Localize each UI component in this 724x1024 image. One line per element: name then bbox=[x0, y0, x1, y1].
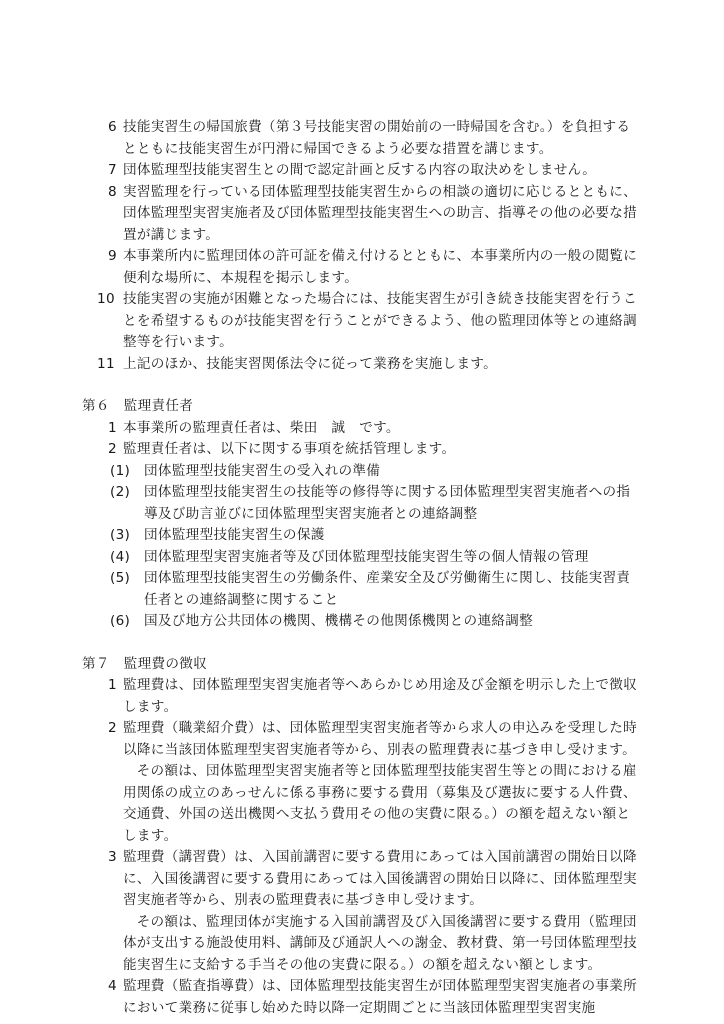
list-item bbox=[82, 246, 642, 289]
item-text: 技能実習生の帰国旅費（第３号技能実習の開始前の一時帰国を含む。）を負担するとともに技能実習生が円滑に帰国できるよう必要な措置を講じます。 bbox=[123, 119, 631, 157]
sub-item-number: (6) bbox=[110, 613, 131, 629]
sub-item bbox=[82, 482, 642, 525]
item-text: 監理費（講習費）は、入国前講習に要する費用にあっては入国前講習の開始日以降に、入国後講習に要する費用にあっては入国後講習の開始日以降に、団体監理型実習実施者等から、別表の監理費表に基づき申し受けます。 bbox=[123, 849, 637, 908]
sub-item bbox=[82, 611, 642, 633]
sub-item-text: 団体監理型技能実習生の受入れの準備 bbox=[144, 462, 381, 479]
item-number: 9 bbox=[108, 248, 117, 264]
list-item bbox=[82, 160, 642, 182]
sub-item-number: (1) bbox=[110, 462, 131, 479]
document-body bbox=[82, 117, 642, 1019]
item-number: 11 bbox=[97, 355, 115, 372]
sub-item-text: 団体監理型技能実習生の労働条件、産業安全及び労働衛生に関し、技能実習責任者との連絡調整に関すること bbox=[144, 570, 631, 608]
item-text: 実習監理を行っている団体監理型技能実習生からの相談の適切に応じるとともに、団体監理型実習実施者及び団体監理型技能実習生への助言、指導その他の必要な措置が講じます。 bbox=[123, 183, 638, 243]
sub-item bbox=[82, 568, 642, 611]
list-item bbox=[82, 439, 642, 461]
sub-item-number: (3) bbox=[110, 527, 131, 543]
sub-item-text: 団体監理型技能実習生の保護 bbox=[144, 527, 325, 543]
item-number: 1 bbox=[108, 677, 117, 693]
item-number: 4 bbox=[108, 978, 117, 994]
item-text: 監理費（監査指導費）は、団体監理型技能実習生が団体監理型実習実施者の事業所において業務に従事し始めた時以降一定期間ごとに当該団体監理型実習実施 bbox=[123, 978, 638, 1016]
list-top bbox=[82, 117, 642, 375]
section-heading: 第６ 監理責任者 bbox=[82, 398, 194, 414]
item-text: 団体監理型技能実習生との間で認定計画と反する内容の取決めをしません。 bbox=[123, 162, 597, 178]
list-item bbox=[82, 418, 642, 440]
item-text: 監理費（職業紹介費）は、団体監理型実習実施者等から求人の申込みを受理した時以降に当該団体監理型実習実施者等から、別表の監理費表に基づき申し受けます。 bbox=[123, 720, 638, 758]
sub-item-text: 国及び地方公共団体の機関、機構その他関係機関との連絡調整 bbox=[144, 613, 534, 629]
list-item bbox=[82, 718, 642, 847]
item-number: 3 bbox=[108, 849, 117, 865]
item-number: 8 bbox=[108, 183, 117, 200]
sub-item bbox=[82, 525, 642, 547]
sub-item-number: (4) bbox=[110, 548, 131, 565]
item-text: 監理責任者は、以下に関する事項を統括管理します。 bbox=[123, 441, 456, 457]
list-item bbox=[82, 847, 642, 976]
item-number: 10 bbox=[97, 291, 115, 307]
sub-item-text: 団体監理型実習実施者等及び団体監理型技能実習生等の個人情報の管理 bbox=[144, 548, 589, 565]
list-item bbox=[82, 117, 642, 160]
item-number: 7 bbox=[108, 162, 117, 178]
section-heading: 第７ 監理費の徴収 bbox=[82, 655, 208, 672]
list-item bbox=[82, 976, 642, 1019]
item-text: 本事業所の監理責任者は、柴田 誠 です。 bbox=[123, 419, 400, 436]
list-item bbox=[82, 354, 642, 376]
list-item bbox=[82, 289, 642, 354]
sub-item-number: (2) bbox=[110, 484, 131, 500]
item-number: 6 bbox=[108, 119, 117, 135]
list-item bbox=[82, 182, 642, 247]
sub-item-text: 団体監理型技能実習生の技能等の修得等に関する団体監理型実習実施者への指導及び助言並びに団体監理型実習実施者との連絡調整 bbox=[144, 484, 631, 522]
item-text: 本事業所内に監理団体の許可証を備え付けるとともに、本事業所内の一般の閲覧に便利な場所に、本規程を掲示します。 bbox=[123, 248, 638, 286]
item-paragraph: その額は、団体監理型実習実施者等と団体監理型技能実習生等との間における雇用関係の成立のあっせんに係る事務に要する費用（募集及び選抜に要する人件費、交通費、外国の送出機関へ支払う費用その他の実費に限る。）の額を超えない額とします。 bbox=[123, 763, 637, 844]
section-6 bbox=[82, 418, 642, 633]
sub-item-number: (5) bbox=[110, 570, 131, 586]
section-7 bbox=[82, 675, 642, 1019]
item-text: 技能実習の実施が困難となった場合には、技能実習生が引き続き技能実習を行うことを希望するものが技能実習を行うことができるよう、他の監理団体等との連絡調整等を行います。 bbox=[123, 291, 638, 350]
item-number: 2 bbox=[108, 720, 117, 736]
item-text: 上記のほか、技能実習関係法令に従って業務を実施します。 bbox=[123, 355, 498, 372]
sub-item bbox=[82, 547, 642, 569]
list-item bbox=[82, 675, 642, 718]
sub-item bbox=[82, 461, 642, 483]
item-number: 2 bbox=[108, 441, 117, 457]
item-number: 1 bbox=[108, 419, 117, 436]
item-text: 監理費は、団体監理型実習実施者等へあらかじめ用途及び金額を明示した上で徴収します。 bbox=[123, 677, 638, 715]
item-paragraph: その額は、監理団体が実施する入国前講習及び入国後講習に要する費用（監理団体が支出する施設使用料、講師及び通訳人への謝金、教材費、第一号団体監理型技能実習生に支給する手当その他の実費に限る。）の額を超えない額とします。 bbox=[123, 913, 638, 973]
